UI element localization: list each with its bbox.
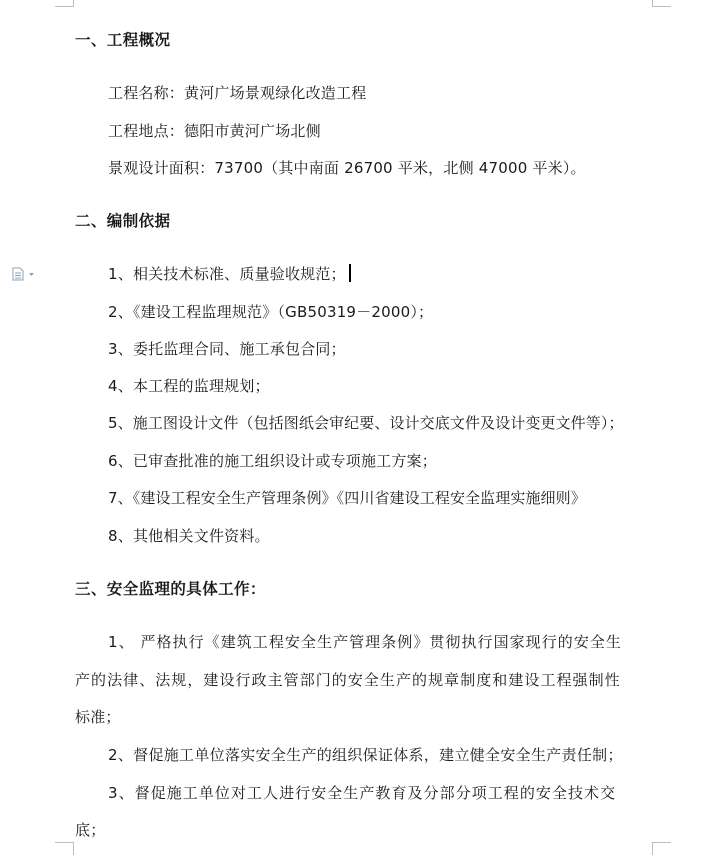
crop-mark-bottom-right [652, 842, 671, 855]
basis-item: 8、其他相关文件资料。 [108, 527, 270, 545]
basis-item-text: 1、相关技术标准、质量验收规范； [108, 265, 346, 283]
basis-item [108, 264, 351, 284]
crop-mark-top-right [652, 0, 671, 7]
section-heading-safety-work: 三、安全监理的具体工作： [75, 580, 266, 598]
crop-mark-bottom-left [55, 842, 74, 855]
crop-mark-top-left [55, 0, 74, 7]
basis-item: 7、《建设工程安全生产管理条例》《四川省建设工程安全监理实施细则》 [108, 489, 586, 507]
project-location-line: 工程地点：德阳市黄河广场北侧 [108, 122, 321, 140]
basis-item: 4、本工程的监理规划； [108, 377, 270, 395]
safety-paragraph-2: 2、督促施工单位落实安全生产的组织保证体系，建立健全安全生产责任制； [108, 746, 623, 764]
basis-item: 2、《建设工程监理规范》（GB50319－2000）； [108, 303, 434, 321]
text-cursor [349, 264, 351, 282]
design-area-line: 景观设计面积：73700（其中南面 26700 平米，北侧 47000 平米）。 [108, 159, 586, 177]
section-heading-basis: 二、编制依据 [75, 212, 171, 230]
section-heading-overview: 一、工程概况 [75, 31, 171, 49]
basis-item: 5、施工图设计文件（包括图纸会审纪要、设计交底文件及设计变更文件等）； [108, 414, 624, 432]
safety-paragraph-3-line-1: 3、督促施工单位对工人进行安全生产教育及分部分项工程的安全技术交 [108, 784, 617, 802]
safety-paragraph-1-line-1: 1、 严格执行《建筑工程安全生产管理条例》贯彻执行国家现行的安全生 [108, 633, 622, 651]
document-comment-icon[interactable] [12, 266, 36, 280]
safety-paragraph-1-line-3: 标准； [75, 708, 121, 726]
safety-paragraph-1-line-2: 产的法律、法规，建设行政主管部门的安全生产的规章制度和建设工程强制性 [75, 671, 621, 689]
basis-item: 6、已审查批准的施工组织设计或专项施工方案； [108, 452, 437, 470]
project-name-line: 工程名称：黄河广场景观绿化改造工程 [108, 84, 367, 102]
basis-item: 3、委托监理合同、施工承包合同； [108, 340, 346, 358]
safety-paragraph-3-line-2: 底； [75, 821, 106, 839]
